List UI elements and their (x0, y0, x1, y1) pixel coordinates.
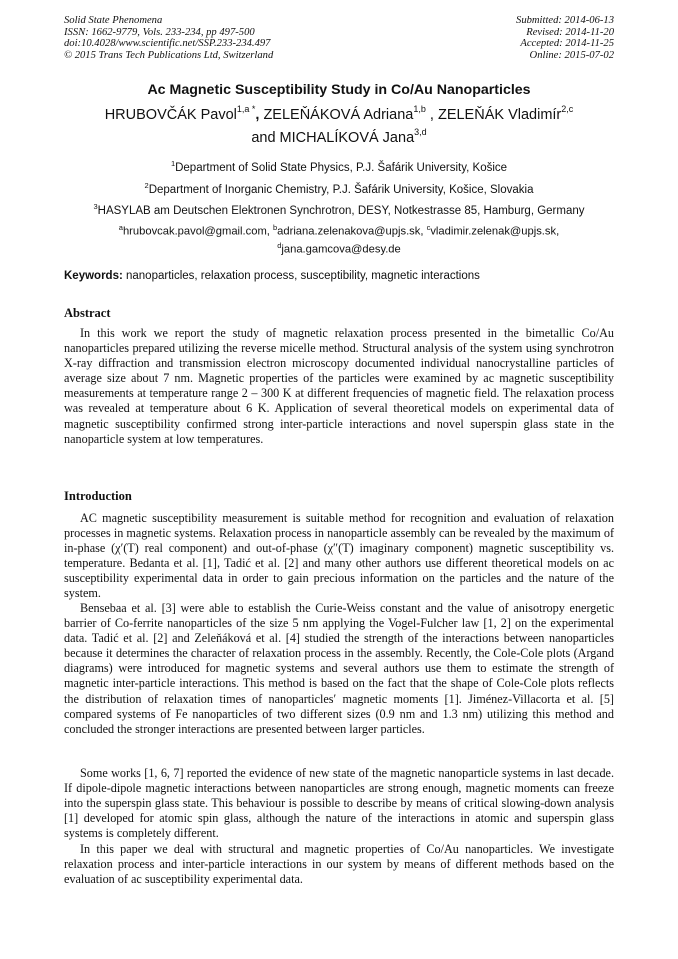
keywords-label: Keywords: (64, 270, 123, 282)
journal-copyright: © 2015 Trans Tech Publications Ltd, Switzerland (64, 49, 274, 61)
author-name: HRUBOVČÁK Pavol (104, 107, 237, 123)
paper-title: Ac Magnetic Susceptibility Study in Co/Au Nanoparticles (147, 82, 531, 98)
email-mark: d (277, 241, 282, 251)
abstract-heading: Abstract (64, 306, 111, 320)
dates-info (516, 15, 614, 61)
keywords (64, 270, 624, 282)
affiliation-mark: 2 (144, 181, 149, 190)
affiliation (20, 157, 658, 175)
author-separator: , (255, 107, 264, 123)
author-name: ZELEŇÁKOVÁ Adriana (263, 107, 414, 123)
email-address[interactable]: hrubovcak.pavol@gmail.com, (122, 225, 273, 238)
affiliation-mark: 1 (170, 159, 176, 168)
email-mark: c (426, 223, 431, 232)
affiliation (20, 200, 658, 218)
date-accepted: Accepted: 2014-11-25 (520, 38, 614, 50)
author-affiliation-mark: 3,d (414, 127, 427, 138)
affiliation-text: Department of Solid State Physics, P.J. Šafárik University, Košice (175, 161, 508, 174)
email-address[interactable]: adriana.zelenakova@upjs.sk, (277, 225, 427, 238)
author-name: and MICHALÍKOVÁ Jana (251, 130, 415, 146)
introduction-heading: Introduction (64, 489, 132, 503)
journal-info (64, 15, 273, 61)
email-address[interactable]: jana.gamcova@desy.de (281, 243, 401, 256)
date-revised: Revised: 2014-11-20 (526, 26, 614, 38)
author-list (40, 104, 638, 150)
journal-issn: ISSN: 1662-9779, Vols. 233-234, pp 497-500 (64, 26, 255, 38)
email-mark: a (118, 223, 123, 232)
journal-name: Solid State Phenomena (64, 15, 163, 26)
author-name: ZELEŇÁK Vladimír (437, 107, 562, 123)
author-affiliation-mark: 1,a * (236, 104, 256, 115)
intro-paragraph: In this paper we deal with structural and magnetic properties of Co/Au nanoparticles. We investigate relaxation process and inter-particle interactions in our system by means of different methods based on the evaluation of ac susceptibility experimental data. (64, 842, 614, 887)
author-affiliation-mark: 1,b (413, 104, 426, 115)
affiliation-text: Department of Inorganic Chemistry, P.J. Šafárik University, Košice, Slovakia (148, 183, 534, 196)
email-address[interactable]: vladimir.zelenak@upjs.sk, (430, 225, 560, 238)
author-separator: , (425, 107, 438, 123)
author-affiliation-mark: 2,c (561, 104, 574, 115)
intro-paragraph: Bensebaa et al. [3] were able to establish the Curie-Weiss constant and the value of anisotropy energetic barrier of Co-ferrite nanoparticles of the size 5 nm applying the Vogel-Fulcher law [1, 2] on the experimental data. Tadić et al. [2] and Zeleňáková et al. [4] studied the strength of the interactions between nanoparticles because it determines the character of relaxation process in the assembly. Recently, the Cole-Cole plots (Argand diagrams) were introduced for magnetic systems and several authors use them to estimate the strength of magnetic inter-particle interactions. This method is based on the fact that the shape of Cole-Cole plots reflects the distribution of relaxation times of nanoparticles′ magnetic moments [1]. Jiménez-Villacorta et al. [5] compared systems of Fe nanoparticles of two different sizes (0.9 nm and 1.3 nm) utilizing this method and concluded the stronger interactions are presented between larger particles. (64, 601, 614, 736)
keywords-text: nanoparticles, relaxation process, susceptibility, magnetic interactions (122, 270, 480, 282)
date-online: Online: 2015-07-02 (529, 49, 614, 61)
intro-paragraph: Some works [1, 6, 7] reported the evidence of new state of the magnetic nanoparticle systems in last decade. If dipole-dipole magnetic interactions between nanoparticles are strong enough, magnetic moments can freeze into the superspin glass state. This behaviour is possible to describe by means of critical slowing-down analysis [1] developed for atomic spin glass, although the nature of the interactions in atomic and superspin glass systems is completely different. (64, 766, 614, 841)
intro-paragraph: AC magnetic susceptibility measurement is suitable method for recognition and evaluation of relaxation processes in magnetic systems. Relaxation process in nanoparticle assembly can be revealed by the maximum of in-phase (χ′(T) real component) and out-of-phase (χ″(T) imaginary component) magnetic susceptibility vs. temperature. Bedanta et al. [1], Tadić et al. [2] and many other authors use different theoretical models on ac susceptibility experimental data in order to gain precious information on the particles and the nature of the system. (64, 511, 614, 601)
affiliation-mark: 3 (93, 202, 98, 211)
email-list (40, 221, 638, 257)
affiliation-text: HASYLAB am Deutschen Elektronen Synchrotron, DESY, Notkestrasse 85, Hamburg, Germany (97, 204, 585, 217)
journal-doi: doi:10.4028/www.scientific.net/SSP.233-234.497 (64, 38, 271, 50)
affiliation (20, 179, 658, 197)
date-submitted: Submitted: 2014-06-13 (516, 15, 614, 26)
email-mark: b (272, 223, 278, 232)
abstract-text: In this work we report the study of magnetic relaxation process presented in the bimetallic Co/Au nanoparticles prepared utilizing the reverse micelle method. Structural analysis of the system using synchrotron X-ray diffraction and transmission electron microscopy documented individual nanocrystalline particles of average size about 7 nm. Magnetic properties of the particles were examined by ac magnetic susceptibility measurements at temperature range 2 – 300 K at different frequencies of magnetic field. The relaxation process was revealed at temperature about 6 K. Application of several theoretical models on experimental data of magnetic susceptibility confirmed strong inter-particle interactions and novel superspin glass state in the nanoparticle system at low temperatures. (64, 326, 614, 446)
